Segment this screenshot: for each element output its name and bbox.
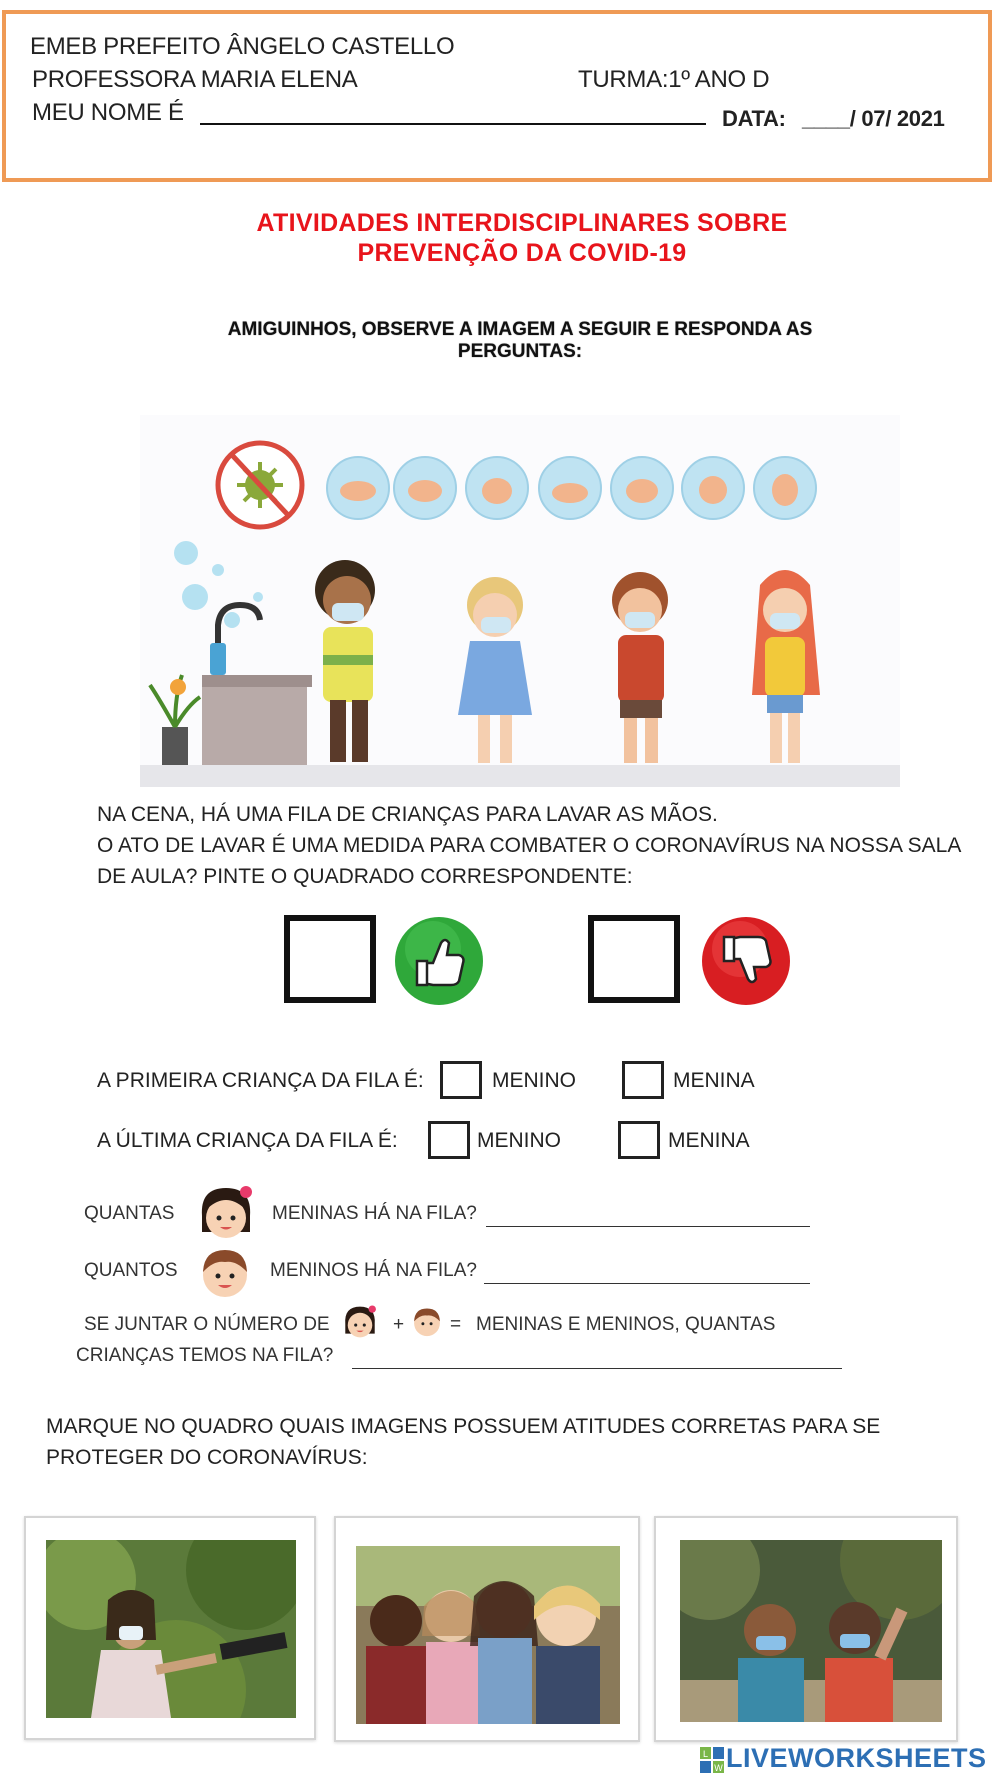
photo-frame-1[interactable] [24,1516,316,1740]
photo-frame-3[interactable] [654,1516,958,1742]
no-checkbox[interactable] [588,915,680,1003]
name-input-line[interactable] [200,123,706,125]
mark-text-line-2: PROTEGER DO CORONAVÍRUS: [46,1446,368,1469]
first-boy-checkbox[interactable] [440,1061,482,1099]
name-label: MEU NOME É [32,99,184,126]
title-line-2: PREVENÇÃO DA COVID-19 [357,239,687,267]
girl-face-icon [194,1182,258,1244]
photo-frame-2[interactable] [334,1516,640,1742]
photo-children-hugging [356,1546,620,1724]
thumbs-down-icon [700,915,792,1007]
yes-checkbox[interactable] [284,915,376,1003]
girls-answer-line[interactable] [486,1226,810,1227]
girls-question-text: MENINAS HÁ NA FILA? [272,1203,477,1224]
boys-question-text: MENINOS HÁ NA FILA? [270,1260,477,1281]
mark-text-line-1: MARQUE NO QUADRO QUAIS IMAGENS POSSUEM ATITUDES CORRETAS PARA SE [46,1415,881,1438]
liveworksheets-logo-icon [700,1747,724,1773]
sum-question-end: CRIANÇAS TEMOS NA FILA? [76,1345,334,1366]
last-child-question: A ÚLTIMA CRIANÇA DA FILA É: [97,1129,398,1152]
first-girl-checkbox[interactable] [622,1061,664,1099]
scene-text-line-3: DE AULA? PINTE O QUADRADO CORRESPONDENTE: [97,865,633,888]
photo-masked-children [680,1540,942,1722]
school-name: EMEB PREFEITO ÂNGELO CASTELLO [30,33,455,60]
boy-face-small-icon [410,1305,444,1339]
thumbs-up-icon [393,915,485,1007]
girls-question-prefix: QUANTAS [84,1203,175,1224]
last-girl-label: MENINA [668,1129,750,1152]
sum-answer-line[interactable] [352,1368,842,1369]
teacher-name: PROFESSORA MARIA ELENA [32,66,358,93]
handwashing-illustration [140,415,900,787]
boys-answer-line[interactable] [484,1283,810,1284]
scene-text-line-1: NA CENA, HÁ UMA FILA DE CRIANÇAS PARA LAVAR AS MÃOS. [97,803,718,826]
first-child-question: A PRIMEIRA CRIANÇA DA FILA É: [97,1069,424,1092]
sum-question-prefix: SE JUNTAR O NÚMERO DE [84,1314,330,1335]
girl-face-small-icon [340,1303,380,1341]
logo-letter-w: W [714,1763,723,1773]
last-girl-checkbox[interactable] [618,1121,660,1159]
logo-letter-l: L [702,1749,709,1759]
plus-sign: + [393,1314,405,1335]
liveworksheets-watermark[interactable]: LIVEWORKSHEETS [726,1743,987,1773]
sum-question-middle: MENINAS E MENINOS, QUANTAS [476,1314,776,1335]
class-label: TURMA:1º ANO D [578,66,770,93]
date-label: DATA: [722,106,786,131]
last-boy-checkbox[interactable] [428,1121,470,1159]
equals-sign: = [450,1314,462,1335]
date-value: ____/ 07/ 2021 [802,106,945,131]
instruction-line-2: PERGUNTAS: [457,341,583,362]
photo-hand-sanitizer [46,1540,296,1718]
first-boy-label: MENINO [492,1069,576,1092]
boy-face-icon [196,1244,254,1302]
boys-question-prefix: QUANTOS [84,1260,178,1281]
no-virus-icon [218,443,302,527]
title-line-1: ATIVIDADES INTERDISCIPLINARES SOBRE [256,209,788,237]
first-girl-label: MENINA [673,1069,755,1092]
last-boy-label: MENINO [477,1129,561,1152]
instruction-line-1: AMIGUINHOS, OBSERVE A IMAGEM A SEGUIR E RESPONDA AS [227,319,813,340]
scene-text-line-2: O ATO DE LAVAR É UMA MEDIDA PARA COMBATER O CORONAVÍRUS NA NOSSA SALA [97,834,962,857]
